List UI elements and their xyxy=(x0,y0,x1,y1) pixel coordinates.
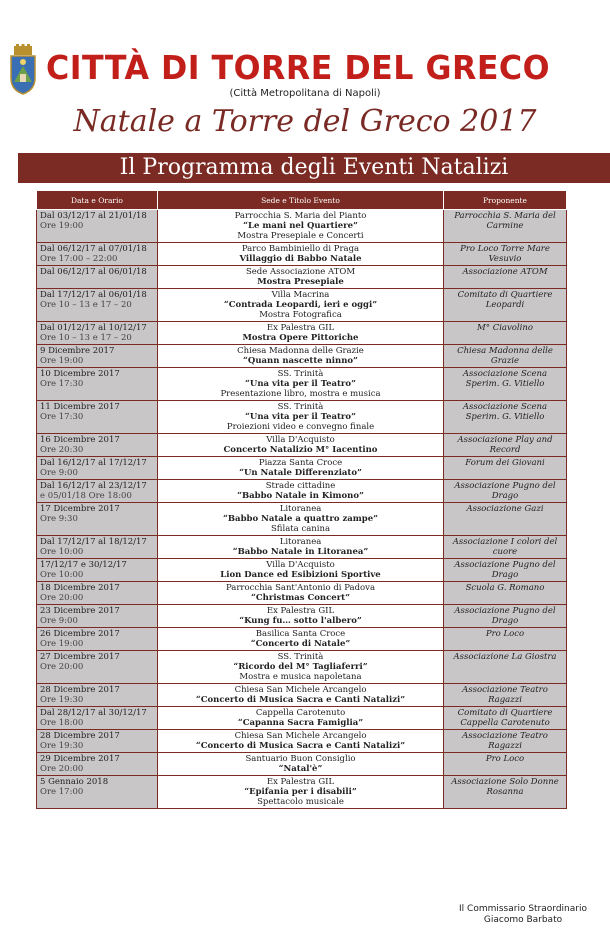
event-date: Dal 06/12/17 al 07/01/18 xyxy=(40,244,147,254)
event-title-text: “Un Natale Differenziato” xyxy=(239,468,362,478)
event-venue: SS. Trinità xyxy=(277,369,324,379)
event-date-cell xyxy=(37,753,158,776)
event-cell xyxy=(158,480,444,503)
city-subtitle: (Città Metropolitana di Napoli) xyxy=(229,88,381,99)
event-cell xyxy=(158,401,444,434)
event-venue: Ex Palestra GIL xyxy=(266,606,335,616)
event-title-text: “Una vita per il Teatro” xyxy=(245,412,356,422)
event-proponent: Pro Loco xyxy=(444,628,567,651)
table-row xyxy=(37,559,567,582)
event-venue: Parrocchia S. Maria del Pianto xyxy=(234,211,367,221)
event-proponent: M° Ciavolino xyxy=(444,322,567,345)
event-date-cell xyxy=(37,480,158,503)
event-time: Ore 9:00 xyxy=(40,468,78,478)
event-time: Ore 10:00 xyxy=(40,547,84,557)
table-row xyxy=(37,628,567,651)
event-cell xyxy=(158,536,444,559)
event-date-cell xyxy=(37,401,158,434)
event-time: Ore 19:00 xyxy=(40,356,84,366)
table-header-row xyxy=(37,191,567,210)
signature-block xyxy=(438,904,608,926)
table-row xyxy=(37,707,567,730)
event-title-text: “Babbo Natale in Kimono” xyxy=(237,491,364,501)
table-row xyxy=(37,210,567,243)
event-time: Ore 19:00 xyxy=(40,221,84,231)
event-proponent: Associazione Pugno del Drago xyxy=(444,559,567,582)
event-title: Natale a Torre del Greco 2017 xyxy=(73,104,537,139)
event-time: Ore 9:00 xyxy=(40,616,78,626)
column-header-proponent: Proponente xyxy=(444,191,567,210)
event-cell xyxy=(158,289,444,322)
event-proponent: Associazione Play and Record xyxy=(444,434,567,457)
event-venue: Litoranea xyxy=(279,537,322,547)
event-time: Ore 20:00 xyxy=(40,662,84,672)
page-header xyxy=(0,0,610,190)
event-cell xyxy=(158,457,444,480)
event-date-cell xyxy=(37,243,158,266)
event-title-text: Concerto Natalizio M° Iacentino xyxy=(223,445,378,455)
event-date-cell xyxy=(37,684,158,707)
event-time: Ore 17:30 xyxy=(40,379,84,389)
event-date-cell xyxy=(37,605,158,628)
event-time: Ore 9:30 xyxy=(40,514,78,524)
event-cell xyxy=(158,368,444,401)
event-cell xyxy=(158,434,444,457)
event-date-cell xyxy=(37,776,158,809)
event-cell xyxy=(158,684,444,707)
event-venue: Piazza Santa Croce xyxy=(258,458,343,468)
table-row xyxy=(37,266,567,289)
table-row xyxy=(37,582,567,605)
event-venue: Chiesa San Michele Arcangelo xyxy=(234,685,367,695)
column-header-date: Data e Orario xyxy=(37,191,158,210)
event-cell xyxy=(158,582,444,605)
event-date: 26 Dicembre 2017 xyxy=(40,629,120,639)
event-proponent: Associazione Scena Sperim. G. Vitiello xyxy=(444,401,567,434)
event-date: 17/12/17 e 30/12/17 xyxy=(40,560,127,570)
table-row xyxy=(37,651,567,684)
event-venue: Basilica Santa Croce xyxy=(255,629,346,639)
event-venue: Parrocchia Sant'Antonio di Padova xyxy=(225,583,376,593)
event-proponent: Associazione ATOM xyxy=(444,266,567,289)
event-time: Ore 10 – 13 e 17 – 20 xyxy=(40,300,132,310)
table-row xyxy=(37,605,567,628)
event-date: 29 Dicembre 2017 xyxy=(40,754,120,764)
event-time: Ore 17:30 xyxy=(40,412,84,422)
event-date: Dal 06/12/17 al 06/01/18 xyxy=(40,267,147,277)
event-proponent: Chiesa Madonna delle Grazie xyxy=(444,345,567,368)
table-row xyxy=(37,401,567,434)
event-cell xyxy=(158,753,444,776)
event-date-cell xyxy=(37,628,158,651)
table-row xyxy=(37,289,567,322)
table-row xyxy=(37,753,567,776)
event-description: Mostra Presepiale e Concerti xyxy=(237,231,364,241)
event-time: Ore 19:00 xyxy=(40,639,84,649)
table-row xyxy=(37,457,567,480)
event-time: Ore 20:00 xyxy=(40,593,84,603)
event-title-text: “Capanna Sacra Famiglia” xyxy=(237,718,364,728)
event-proponent: Pro Loco xyxy=(444,753,567,776)
column-header-event: Sede e Titolo Evento xyxy=(158,191,444,210)
event-time: Ore 19:30 xyxy=(40,695,84,705)
event-date: 27 Dicembre 2017 xyxy=(40,652,120,662)
event-cell xyxy=(158,559,444,582)
event-title-text: “Epifania per i disabili” xyxy=(244,787,357,797)
event-time: Ore 20:30 xyxy=(40,445,84,455)
event-description: Spettacolo musicale xyxy=(257,797,344,807)
event-date-cell xyxy=(37,503,158,536)
event-date: Dal 17/12/17 al 18/12/17 xyxy=(40,537,147,547)
event-date: Dal 28/12/17 al 30/12/17 xyxy=(40,708,147,718)
event-title-text: Mostra Presepiale xyxy=(257,277,344,287)
event-proponent: Comitato di Quartiere Leopardi xyxy=(444,289,567,322)
table-row xyxy=(37,243,567,266)
event-proponent: Scuola G. Romano xyxy=(444,582,567,605)
event-venue: Cappella Carotenuto xyxy=(255,708,346,718)
event-proponent: Associazione I colori del cuore xyxy=(444,536,567,559)
event-date: Dal 16/12/17 al 17/12/17 xyxy=(40,458,147,468)
event-proponent: Associazione La Giostra xyxy=(444,651,567,684)
city-title: CITTÀ DI TORRE DEL GRECO xyxy=(46,48,551,87)
event-title-text: “Le mani nel Quartiere” xyxy=(243,221,358,231)
event-title-text: “Contrada Leopardi, ieri e oggi” xyxy=(223,300,378,310)
event-title-text: “Babbo Natale a quattro zampe” xyxy=(222,514,379,524)
event-date: 28 Dicembre 2017 xyxy=(40,685,120,695)
event-description: Mostra Fotografica xyxy=(259,310,342,320)
event-proponent: Associazione Teatro Ragazzi xyxy=(444,730,567,753)
event-proponent: Associazione Scena Sperim. G. Vitiello xyxy=(444,368,567,401)
event-cell xyxy=(158,628,444,651)
event-date-cell xyxy=(37,651,158,684)
event-date-cell xyxy=(37,559,158,582)
event-date-cell xyxy=(37,210,158,243)
event-title-text: Lion Dance ed Esibizioni Sportive xyxy=(220,570,381,580)
event-venue: Ex Palestra GIL xyxy=(266,777,335,787)
event-venue: Chiesa Madonna delle Grazie xyxy=(237,346,364,356)
event-date: Dal 16/12/17 al 23/12/17 xyxy=(40,481,147,491)
event-description: Sfilata canina xyxy=(270,524,331,534)
event-proponent: Associazione Pugno del Drago xyxy=(444,605,567,628)
event-time: Ore 10:00 xyxy=(40,570,84,580)
event-venue: Parco Bambiniello di Praga xyxy=(241,244,360,254)
event-cell xyxy=(158,776,444,809)
event-time: Ore 17:00 xyxy=(40,787,84,797)
events-table xyxy=(36,190,567,809)
event-time: Ore 10 – 13 e 17 – 20 xyxy=(40,333,132,343)
event-description: Proiezioni video e convegno finale xyxy=(226,422,375,432)
event-title-text: “Concerto di Musica Sacra e Canti Natalizi” xyxy=(195,741,406,751)
event-cell xyxy=(158,605,444,628)
event-date-cell xyxy=(37,536,158,559)
event-description: Mostra e musica napoletana xyxy=(239,672,362,682)
event-venue: Villa D'Acquisto xyxy=(266,560,335,570)
event-title-text: Villaggio di Babbo Natale xyxy=(239,254,362,264)
event-title-text: “Concerto di Musica Sacra e Canti Natalizi” xyxy=(195,695,406,705)
table-row xyxy=(37,503,567,536)
event-date-cell xyxy=(37,434,158,457)
table-row xyxy=(37,480,567,503)
signature-role: Il Commissario Straordinario xyxy=(459,904,587,914)
event-date: 11 Dicembre 2017 xyxy=(40,402,120,412)
event-date-cell xyxy=(37,322,158,345)
event-title-text: “Kung fu… sotto l'albero” xyxy=(239,616,362,626)
event-proponent: Associazione Pugno del Drago xyxy=(444,480,567,503)
event-proponent: Pro Loco Torre Mare Vesuvio xyxy=(444,243,567,266)
event-venue: Litoranea xyxy=(279,504,322,514)
event-date-cell xyxy=(37,730,158,753)
event-title-text: Mostra Opere Pittoriche xyxy=(242,333,359,343)
event-title-text: “Christmas Concert” xyxy=(251,593,350,603)
table-row xyxy=(37,730,567,753)
event-date: 17 Dicembre 2017 xyxy=(40,504,120,514)
event-cell xyxy=(158,730,444,753)
event-proponent: Parrocchia S. Maria del Carmine xyxy=(444,210,567,243)
table-row xyxy=(37,322,567,345)
event-time: Ore 20:00 xyxy=(40,764,84,774)
event-time: Ore 19:30 xyxy=(40,741,84,751)
event-date-cell xyxy=(37,266,158,289)
event-description: Presentazione libro, mostra e musica xyxy=(220,389,381,399)
event-proponent: Associazione Teatro Ragazzi xyxy=(444,684,567,707)
event-date-cell xyxy=(37,289,158,322)
event-venue: Villa D'Acquisto xyxy=(266,435,335,445)
event-cell xyxy=(158,651,444,684)
event-date: 10 Dicembre 2017 xyxy=(40,369,120,379)
event-cell xyxy=(158,266,444,289)
event-title-text: “Concerto di Natale” xyxy=(250,639,351,649)
event-title-text: “Natal'è” xyxy=(278,764,323,774)
event-cell xyxy=(158,707,444,730)
event-cell xyxy=(158,503,444,536)
event-date: 28 Dicembre 2017 xyxy=(40,731,120,741)
event-proponent: Comitato di Quartiere Cappella Carotenuto xyxy=(444,707,567,730)
table-row xyxy=(37,776,567,809)
event-date-cell xyxy=(37,457,158,480)
table-row xyxy=(37,368,567,401)
event-venue: Strade cittadine xyxy=(265,481,336,491)
event-title-text: “Babbo Natale in Litoranea” xyxy=(232,547,369,557)
event-date-cell xyxy=(37,582,158,605)
event-cell xyxy=(158,322,444,345)
event-cell xyxy=(158,243,444,266)
event-time: e 05/01/18 Ore 18:00 xyxy=(40,491,132,501)
event-venue: Ex Palestra GIL xyxy=(266,323,335,333)
event-time: Ore 17:00 – 22:00 xyxy=(40,254,118,264)
program-banner: Il Programma degli Eventi Natalizi xyxy=(18,153,610,183)
event-title-text: “Una vita per il Teatro” xyxy=(245,379,356,389)
event-venue: SS. Trinità xyxy=(277,402,324,412)
event-cell xyxy=(158,210,444,243)
event-date: Dal 03/12/17 al 21/01/18 xyxy=(40,211,147,221)
event-title-text: “Quann nascette ninno” xyxy=(243,356,358,366)
event-date-cell xyxy=(37,368,158,401)
event-venue: Villa Macrina xyxy=(271,290,330,300)
event-venue: Sede Associazione ATOM xyxy=(245,267,356,277)
event-date: 5 Gennaio 2018 xyxy=(40,777,109,787)
event-proponent: Associazione Solo Donne Rosanna xyxy=(444,776,567,809)
event-title-text: “Ricordo del M° Tagliaferri” xyxy=(233,662,368,672)
event-date: 9 Dicembre 2017 xyxy=(40,346,115,356)
event-proponent: Forum dei Giovani xyxy=(444,457,567,480)
event-date: Dal 01/12/17 al 10/12/17 xyxy=(40,323,147,333)
event-venue: Chiesa San Michele Arcangelo xyxy=(234,731,367,741)
event-date: 16 Dicembre 2017 xyxy=(40,435,120,445)
event-time: Ore 18:00 xyxy=(40,718,84,728)
table-row xyxy=(37,536,567,559)
table-row xyxy=(37,434,567,457)
event-date-cell xyxy=(37,707,158,730)
event-proponent: Associazione Gazi xyxy=(444,503,567,536)
event-cell xyxy=(158,345,444,368)
event-venue: SS. Trinità xyxy=(277,652,324,662)
event-date: 23 Dicembre 2017 xyxy=(40,606,120,616)
signature-name: Giacomo Barbato xyxy=(483,915,563,925)
event-date: 18 Dicembre 2017 xyxy=(40,583,120,593)
event-date: Dal 17/12/17 al 06/01/18 xyxy=(40,290,147,300)
table-row xyxy=(37,684,567,707)
event-date-cell xyxy=(37,345,158,368)
table-row xyxy=(37,345,567,368)
event-venue: Santuario Buon Consiglio xyxy=(245,754,356,764)
